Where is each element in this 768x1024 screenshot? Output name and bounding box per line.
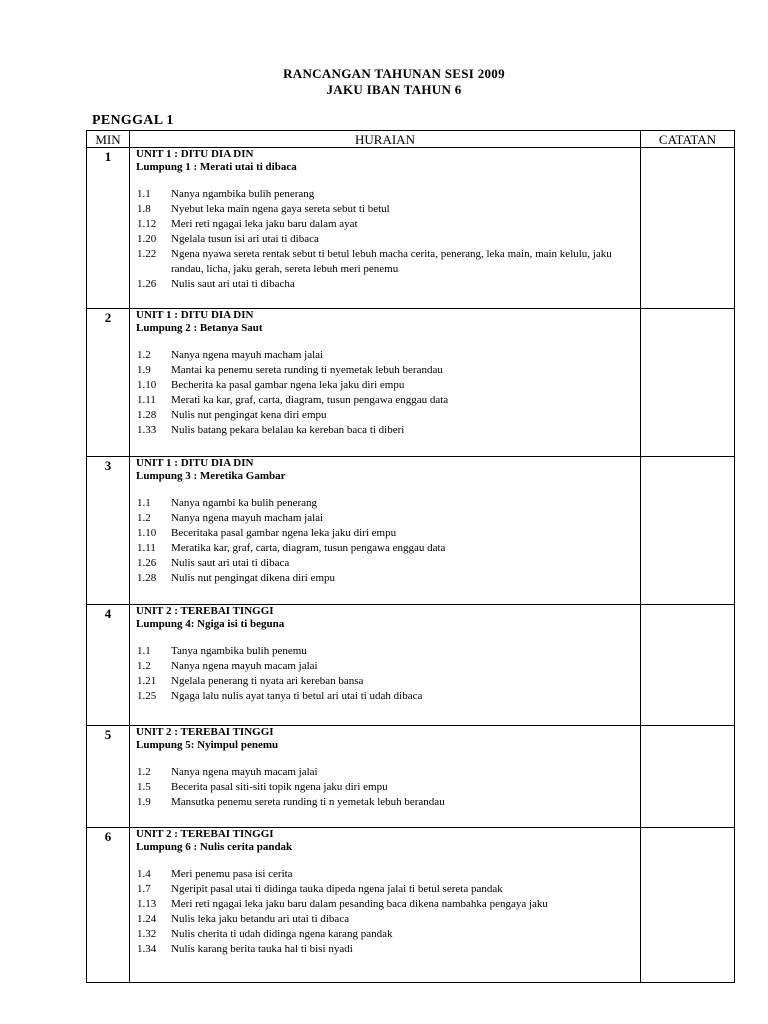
notes-cell bbox=[641, 605, 735, 726]
table-row bbox=[87, 457, 735, 605]
learning-outcome-item bbox=[136, 867, 634, 882]
outcome-number: 1.8 bbox=[137, 203, 151, 215]
learning-outcome-item bbox=[136, 541, 634, 556]
outcome-text: Mantai ka penemu sereta runding ti nyemetak lebuh berandau bbox=[171, 364, 443, 376]
learning-outcome-item bbox=[136, 689, 634, 704]
column-header-huraian: HURAIAN bbox=[130, 131, 641, 148]
outcome-text: Nanya ngena mayuh macam jalai bbox=[171, 660, 318, 672]
unit-title: UNIT 1 : DITU DIA DIN bbox=[136, 457, 254, 469]
outcome-text: Nulis leka jaku betandu ari utai ti dibaca bbox=[171, 913, 350, 925]
outcome-number: 1.11 bbox=[137, 542, 156, 554]
outcome-number: 1.12 bbox=[137, 218, 157, 230]
outcome-text: Ngeripit pasal utai ti didinga tauka dipeda ngena jalai ti betul sereta pandak bbox=[171, 883, 503, 895]
outcome-text: Meratika kar, graf, carta, diagram, tusun pengawa enggau data bbox=[171, 542, 446, 554]
table-row bbox=[87, 726, 735, 828]
outcome-number: 1.2 bbox=[137, 512, 151, 524]
learning-outcome-item bbox=[136, 202, 634, 217]
outcome-number: 1.1 bbox=[137, 497, 151, 509]
learning-outcome-item bbox=[136, 408, 634, 423]
unit-title: UNIT 1 : DITU DIA DIN bbox=[136, 309, 254, 321]
learning-outcome-item bbox=[136, 423, 634, 438]
description-cell bbox=[130, 457, 641, 605]
learning-outcome-item bbox=[136, 644, 634, 659]
outcome-text: Mansutka penemu sereta runding ti n yemetak lebuh berandau bbox=[171, 796, 445, 808]
lesson-title: Lumpung 6 : Nulis cerita pandak bbox=[136, 841, 293, 853]
lesson-title: Lumpung 4: Ngiga isi ti beguna bbox=[136, 618, 285, 630]
learning-outcome-item bbox=[136, 927, 634, 942]
learning-outcome-item bbox=[136, 277, 634, 292]
learning-outcome-item bbox=[136, 780, 634, 795]
description-cell bbox=[130, 726, 641, 828]
learning-outcome-item bbox=[136, 363, 634, 378]
outcome-number: 1.1 bbox=[137, 188, 151, 200]
learning-outcome-item bbox=[136, 348, 634, 363]
outcome-number: 1.10 bbox=[137, 527, 157, 539]
outcome-text: Merati ka kar, graf, carta, diagram, tusun pengawa enggau data bbox=[171, 394, 449, 406]
learning-outcome-item bbox=[136, 526, 634, 541]
learning-outcome-item bbox=[136, 393, 634, 408]
outcome-text: Ngelala tusun isi ari utai ti dibaca bbox=[171, 233, 319, 245]
learning-outcome-item bbox=[136, 496, 634, 511]
unit-title: UNIT 1 : DITU DIA DIN bbox=[136, 148, 254, 160]
notes-cell bbox=[641, 457, 735, 605]
outcome-text: Meri reti ngagai leka jaku baru dalam pesanding baca dikena nambahka pengaya jaku bbox=[171, 898, 548, 910]
outcome-text: Meri reti ngagai leka jaku baru dalam ayat bbox=[171, 218, 358, 230]
outcome-number: 1.9 bbox=[137, 796, 151, 808]
outcome-text: Nanya ngena mayuh macham jalai bbox=[171, 512, 324, 524]
outcome-text: Ngelala penerang ti nyata ari kereban bansa bbox=[171, 675, 364, 687]
outcome-text: Ngaga lalu nulis ayat tanya ti betul ari utai ti udah dibaca bbox=[171, 690, 423, 702]
notes-cell bbox=[641, 148, 735, 309]
table-row bbox=[87, 828, 735, 983]
week-number: 4 bbox=[87, 605, 130, 726]
outcome-text: Ngena nyawa sereta rentak sebut ti betul lebuh macha cerita, penerang, leka main, main kelulu, jaku randau, licha, jaku gerah, sereta lebuh meri penemu bbox=[171, 248, 612, 275]
outcome-number: 1.5 bbox=[137, 781, 151, 793]
outcome-text: Nyebut leka main ngena gaya sereta sebut ti betul bbox=[171, 203, 390, 215]
outcome-text: Nanya ngambika bulih penerang bbox=[171, 188, 315, 200]
notes-cell bbox=[641, 726, 735, 828]
learning-outcome-item bbox=[136, 795, 634, 810]
outcome-number: 1.34 bbox=[137, 943, 157, 955]
week-number: 1 bbox=[87, 148, 130, 309]
outcome-number: 1.24 bbox=[137, 913, 157, 925]
outcome-number: 1.32 bbox=[137, 928, 157, 940]
outcome-number: 1.25 bbox=[137, 690, 157, 702]
learning-outcome-item bbox=[136, 897, 634, 912]
learning-outcome-item bbox=[136, 187, 634, 202]
week-number: 5 bbox=[87, 726, 130, 828]
table-header-row bbox=[87, 131, 735, 148]
learning-outcome-item bbox=[136, 217, 634, 232]
description-cell bbox=[130, 828, 641, 983]
outcome-text: Nulis saut ari utai ti dibaca bbox=[171, 557, 290, 569]
outcome-number: 1.26 bbox=[137, 278, 157, 290]
outcome-text: Nanya ngena mayuh macham jalai bbox=[171, 349, 324, 361]
column-header-min: MIN bbox=[87, 131, 130, 148]
learning-outcome-item bbox=[136, 556, 634, 571]
outcome-text: Becherita ka pasal gambar ngena leka jaku diri empu bbox=[171, 379, 405, 391]
outcome-text: Tanya ngambika bulih penemu bbox=[171, 645, 307, 657]
outcome-number: 1.11 bbox=[137, 394, 156, 406]
notes-cell bbox=[641, 828, 735, 983]
learning-outcome-item bbox=[136, 765, 634, 780]
learning-outcome-item bbox=[136, 511, 634, 526]
learning-outcome-item bbox=[136, 232, 634, 247]
week-number: 3 bbox=[87, 457, 130, 605]
document-subtitle: JAKU IBAN TAHUN 6 bbox=[326, 82, 462, 97]
outcome-text: Nulis karang berita tauka hal ti bisi nyadi bbox=[171, 943, 353, 955]
outcome-number: 1.22 bbox=[137, 248, 157, 260]
learning-outcome-item bbox=[136, 378, 634, 393]
table-row bbox=[87, 605, 735, 726]
table-row bbox=[87, 309, 735, 457]
outcome-text: Nulis saut ari utai ti dibacha bbox=[171, 278, 295, 290]
notes-cell bbox=[641, 309, 735, 457]
lesson-title: Lumpung 2 : Betanya Saut bbox=[136, 322, 263, 334]
learning-outcome-item bbox=[136, 659, 634, 674]
week-number: 6 bbox=[87, 828, 130, 983]
outcome-number: 1.10 bbox=[137, 379, 157, 391]
learning-outcome-item bbox=[136, 942, 634, 957]
outcome-text: Nulis nut pengingat dikena diri empu bbox=[171, 572, 336, 584]
outcome-text: Nulis cherita ti udah didinga ngena karang pandak bbox=[171, 928, 393, 940]
outcome-text: Beceritaka pasal gambar ngena leka jaku diri empu bbox=[171, 527, 397, 539]
learning-outcome-item bbox=[136, 912, 634, 927]
outcome-number: 1.9 bbox=[137, 364, 151, 376]
term-label: PENGGAL 1 bbox=[92, 113, 174, 128]
unit-title: UNIT 2 : TEREBAI TINGGI bbox=[136, 605, 274, 617]
document-title: RANCANGAN TAHUNAN SESI 2009 bbox=[283, 66, 505, 81]
lesson-title: Lumpung 5: Nyimpul penemu bbox=[136, 739, 279, 751]
outcome-text: Nulis batang pekara belalau ka kereban baca ti diberi bbox=[171, 424, 405, 436]
learning-outcome-item bbox=[136, 247, 634, 277]
column-header-catatan: CATATAN bbox=[641, 131, 735, 148]
outcome-number: 1.13 bbox=[137, 898, 157, 910]
outcome-number: 1.26 bbox=[137, 557, 157, 569]
outcome-number: 1.2 bbox=[137, 349, 151, 361]
outcome-number: 1.21 bbox=[137, 675, 157, 687]
outcome-number: 1.28 bbox=[137, 409, 157, 421]
description-cell bbox=[130, 605, 641, 726]
outcome-number: 1.33 bbox=[137, 424, 157, 436]
table-body bbox=[87, 148, 735, 983]
week-number: 2 bbox=[87, 309, 130, 457]
learning-outcome-item bbox=[136, 571, 634, 586]
learning-outcome-item bbox=[136, 674, 634, 689]
outcome-text: Nulis nut pengingat kena diri empu bbox=[171, 409, 327, 421]
outcome-text: Meri penemu pasa isi cerita bbox=[171, 868, 293, 880]
outcome-number: 1.2 bbox=[137, 660, 151, 672]
unit-title: UNIT 2 : TEREBAI TINGGI bbox=[136, 726, 274, 738]
outcome-text: Nanya ngena mayuh macam jalai bbox=[171, 766, 318, 778]
lesson-title: Lumpung 3 : Meretika Gambar bbox=[136, 470, 286, 482]
annual-plan-table bbox=[86, 130, 735, 983]
lesson-title: Lumpung 1 : Merati utai ti dibaca bbox=[136, 161, 297, 173]
outcome-number: 1.28 bbox=[137, 572, 157, 584]
description-cell bbox=[130, 309, 641, 457]
outcome-text: Nanya ngambi ka bulih penerang bbox=[171, 497, 318, 509]
unit-title: UNIT 2 : TEREBAI TINGGI bbox=[136, 828, 274, 840]
table-row bbox=[87, 148, 735, 309]
outcome-number: 1.20 bbox=[137, 233, 157, 245]
outcome-text: Becerita pasal siti-siti topik ngena jaku diri empu bbox=[171, 781, 388, 793]
description-cell bbox=[130, 148, 641, 309]
outcome-number: 1.7 bbox=[137, 883, 151, 895]
learning-outcome-item bbox=[136, 882, 634, 897]
outcome-number: 1.4 bbox=[137, 868, 151, 880]
outcome-number: 1.2 bbox=[137, 766, 151, 778]
outcome-number: 1.1 bbox=[137, 645, 151, 657]
